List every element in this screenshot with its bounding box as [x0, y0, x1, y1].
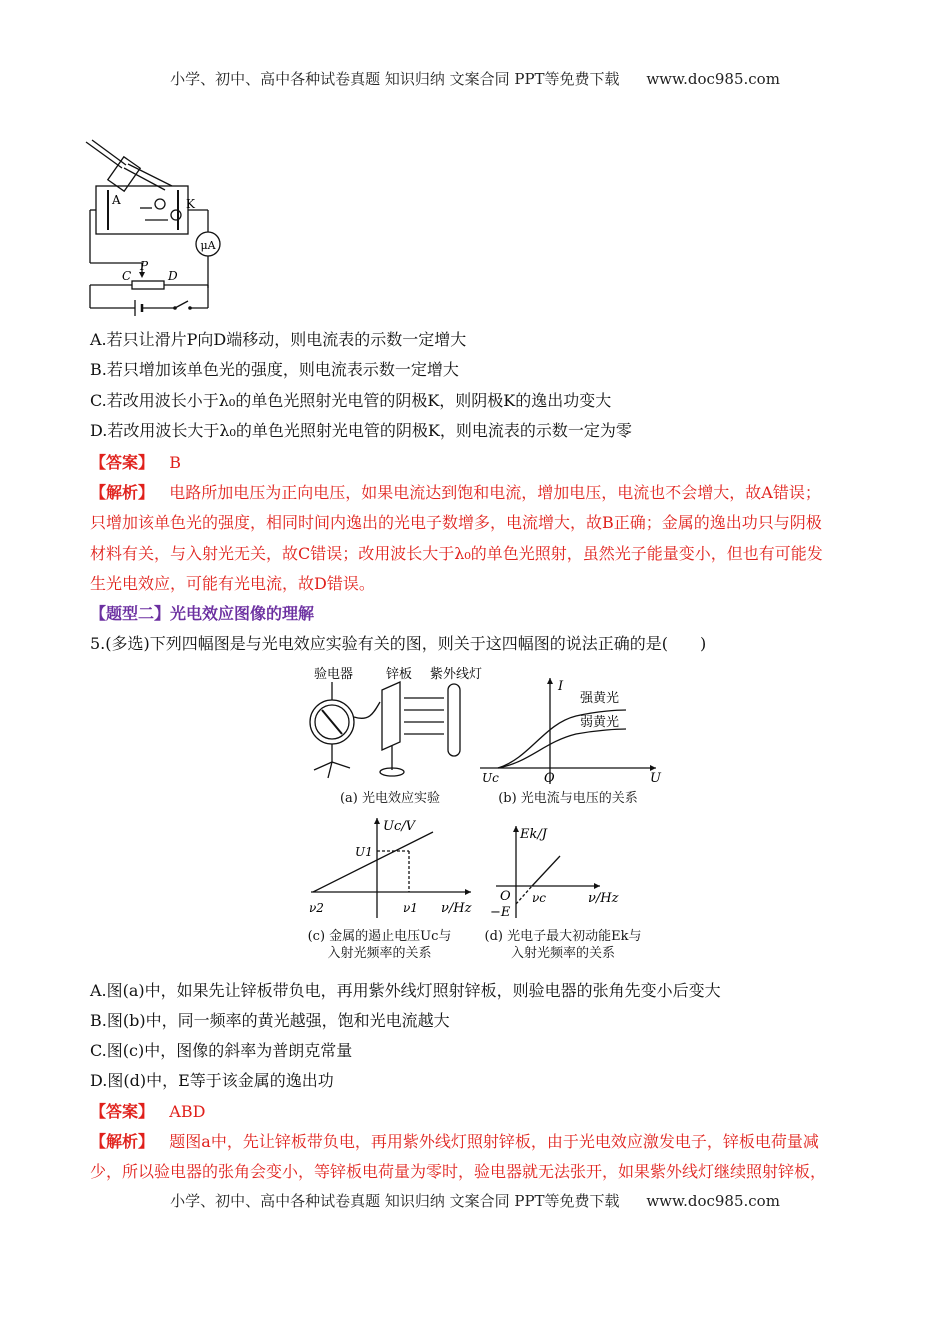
- header-url[interactable]: www.doc985.com: [646, 70, 780, 88]
- b-weak: 弱黄光: [580, 715, 620, 730]
- q4-option-a: A.若只让滑片P向D端移动，则电流表的示数一定增大: [90, 330, 467, 349]
- label-a: A: [112, 193, 121, 207]
- q4-analysis-line-1: [90, 482, 870, 504]
- analysis-text: 题图a中，先让锌板带负电，再用紫外线灯照射锌板，由于光电效应激发电子，锌板电荷量减: [169, 1132, 819, 1151]
- figure-c-caption-line-1: (c) 金属的遏止电压Uc与: [307, 929, 452, 944]
- section-title: 光电效应图像的理解: [170, 604, 315, 623]
- electroscope-base: [314, 762, 350, 778]
- q5-answer: [90, 1101, 870, 1123]
- d-y-label: Ek/J: [520, 827, 547, 842]
- switch-contact: [173, 306, 177, 310]
- electron-icon: [171, 210, 181, 220]
- label-zinc-plate: 锌板: [386, 667, 413, 682]
- d-x-label: ν/Hz: [588, 891, 619, 906]
- figure-c-caption: [292, 928, 467, 962]
- analysis-label: 【解析】: [90, 483, 155, 502]
- electroscope-needle: [322, 710, 342, 734]
- connecting-wire: [354, 702, 380, 718]
- figure-c: [305, 814, 480, 922]
- figure-b-caption: (b) 光电流与电压的关系: [498, 791, 638, 806]
- curve-weak: [498, 729, 626, 768]
- y-axis-arrow: [547, 678, 553, 684]
- figure-d-caption: [478, 928, 648, 962]
- label-k: K: [186, 197, 195, 211]
- switch-contact: [188, 306, 192, 310]
- label-meter: μA: [200, 239, 216, 252]
- c-x-label: ν/Hz: [441, 901, 472, 916]
- b-y-label: I: [558, 679, 564, 694]
- light-ray: [128, 164, 172, 186]
- label-p: P: [140, 259, 149, 273]
- d-minus-e: −E: [490, 905, 511, 920]
- ek-line: [532, 856, 560, 886]
- answer-label: 【答案】: [90, 453, 155, 472]
- uc-line: [313, 832, 433, 892]
- x-axis-arrow: [594, 883, 600, 889]
- q5-option-c: C.图(c)中，图像的斜率为普朗克常量: [90, 1041, 353, 1060]
- figure-a-caption: (a) 光电效应实验: [339, 791, 441, 806]
- c-nu2: ν2: [309, 901, 324, 915]
- d-nuc: νc: [532, 891, 547, 905]
- q5-option-d: D.图(d)中，E等于该金属的逸出功: [90, 1071, 334, 1090]
- b-origin: O: [544, 771, 555, 786]
- b-uc: Uc: [482, 771, 499, 785]
- rheostat: [132, 281, 164, 289]
- c-y-label: Uc/V: [383, 819, 416, 834]
- page-footer: [0, 1190, 950, 1211]
- circuit-diagram: [80, 138, 240, 318]
- q4-analysis-line-2: 只增加该单色光的强度，相同时间内逸出的光电子数增多，电流增大，故B正确；金属的逸出功只与阴极: [90, 513, 822, 532]
- figure-b: [478, 676, 661, 788]
- footer-url[interactable]: www.doc985.com: [646, 1192, 780, 1210]
- answer-value: ABD: [169, 1102, 206, 1121]
- label-uv-lamp: 紫外线灯: [430, 667, 483, 682]
- label-electroscope: 验电器: [314, 667, 354, 682]
- header-text: 小学、初中、高中各种试卷真题 知识归纳 文案合同 PPT等免费下载: [170, 70, 620, 88]
- q4-analysis-line-4: 生光电效应，可能有光电流，故D错误。: [90, 574, 375, 593]
- q4-analysis-line-3: 材料有关，与入射光无关，故C错误；改用波长大于λ₀的单色光照射，虽然光子能量变小，但也有可能发: [90, 544, 823, 563]
- y-axis-arrow: [374, 818, 380, 824]
- q4-answer: [90, 452, 870, 474]
- figure-c-caption-line-2: 入射光频率的关系: [327, 946, 432, 961]
- figure-d-caption-line-1: (d) 光电子最大初动能Ek与: [484, 929, 642, 944]
- b-x-label: U: [650, 771, 661, 786]
- q5-analysis-line-2: 少，所以验电器的张角会变小，等锌板电荷量为零时，验电器就无法张开，如果紫外线灯继续照射锌板，: [90, 1162, 827, 1181]
- figure-d: [488, 822, 638, 922]
- analysis-label: 【解析】: [90, 1132, 155, 1151]
- answer-value: B: [169, 453, 182, 472]
- figure-a: [300, 662, 483, 787]
- label-c: C: [122, 269, 132, 283]
- x-axis-arrow: [465, 889, 471, 895]
- q5-analysis-line-1: [90, 1131, 870, 1153]
- q5-option-a: A.图(a)中，如果先让锌板带负电，再用紫外线灯照射锌板，则验电器的张角先变小后变大: [90, 981, 721, 1000]
- c-nu1: ν1: [403, 901, 418, 915]
- electron-icon: [155, 199, 165, 209]
- answer-label: 【答案】: [90, 1102, 155, 1121]
- q4-option-c: C.若改用波长小于λ₀的单色光照射光电管的阴极K，则阴极K的逸出功变大: [90, 391, 612, 410]
- zinc-plate: [382, 682, 400, 750]
- section-heading: [90, 603, 870, 625]
- figure-d-caption-line-2: 入射光频率的关系: [510, 946, 615, 961]
- b-strong: 强黄光: [580, 691, 620, 706]
- y-axis-arrow: [513, 826, 519, 832]
- c-u1: U1: [355, 845, 373, 859]
- label-d: D: [168, 269, 178, 283]
- analysis-text: 电路所加电压为正向电压，如果电流达到饱和电流，增加电压，电流也不会增大，故A错误；: [169, 483, 821, 502]
- footer-text: 小学、初中、高中各种试卷真题 知识归纳 文案合同 PPT等免费下载: [170, 1192, 620, 1210]
- q4-option-b: B.若只增加该单色光的强度，则电流表示数一定增大: [90, 360, 459, 379]
- section-bracket: 【题型二】: [90, 604, 171, 623]
- d-origin: O: [500, 889, 511, 904]
- switch-blade: [175, 301, 188, 308]
- q5-option-b: B.图(b)中，同一频率的黄光越强，饱和光电流越大: [90, 1011, 450, 1030]
- q4-option-d: D.若改用波长大于λ₀的单色光照射光电管的阴极K，则电流表的示数一定为零: [90, 421, 632, 440]
- q5-stem: 5.(多选)下列四幅图是与光电效应实验有关的图，则关于这四幅图的说法正确的是( ): [90, 634, 707, 653]
- uv-lamp: [448, 684, 460, 756]
- ek-extension: [516, 886, 532, 904]
- page-header: [0, 68, 950, 89]
- light-ray: [86, 142, 122, 168]
